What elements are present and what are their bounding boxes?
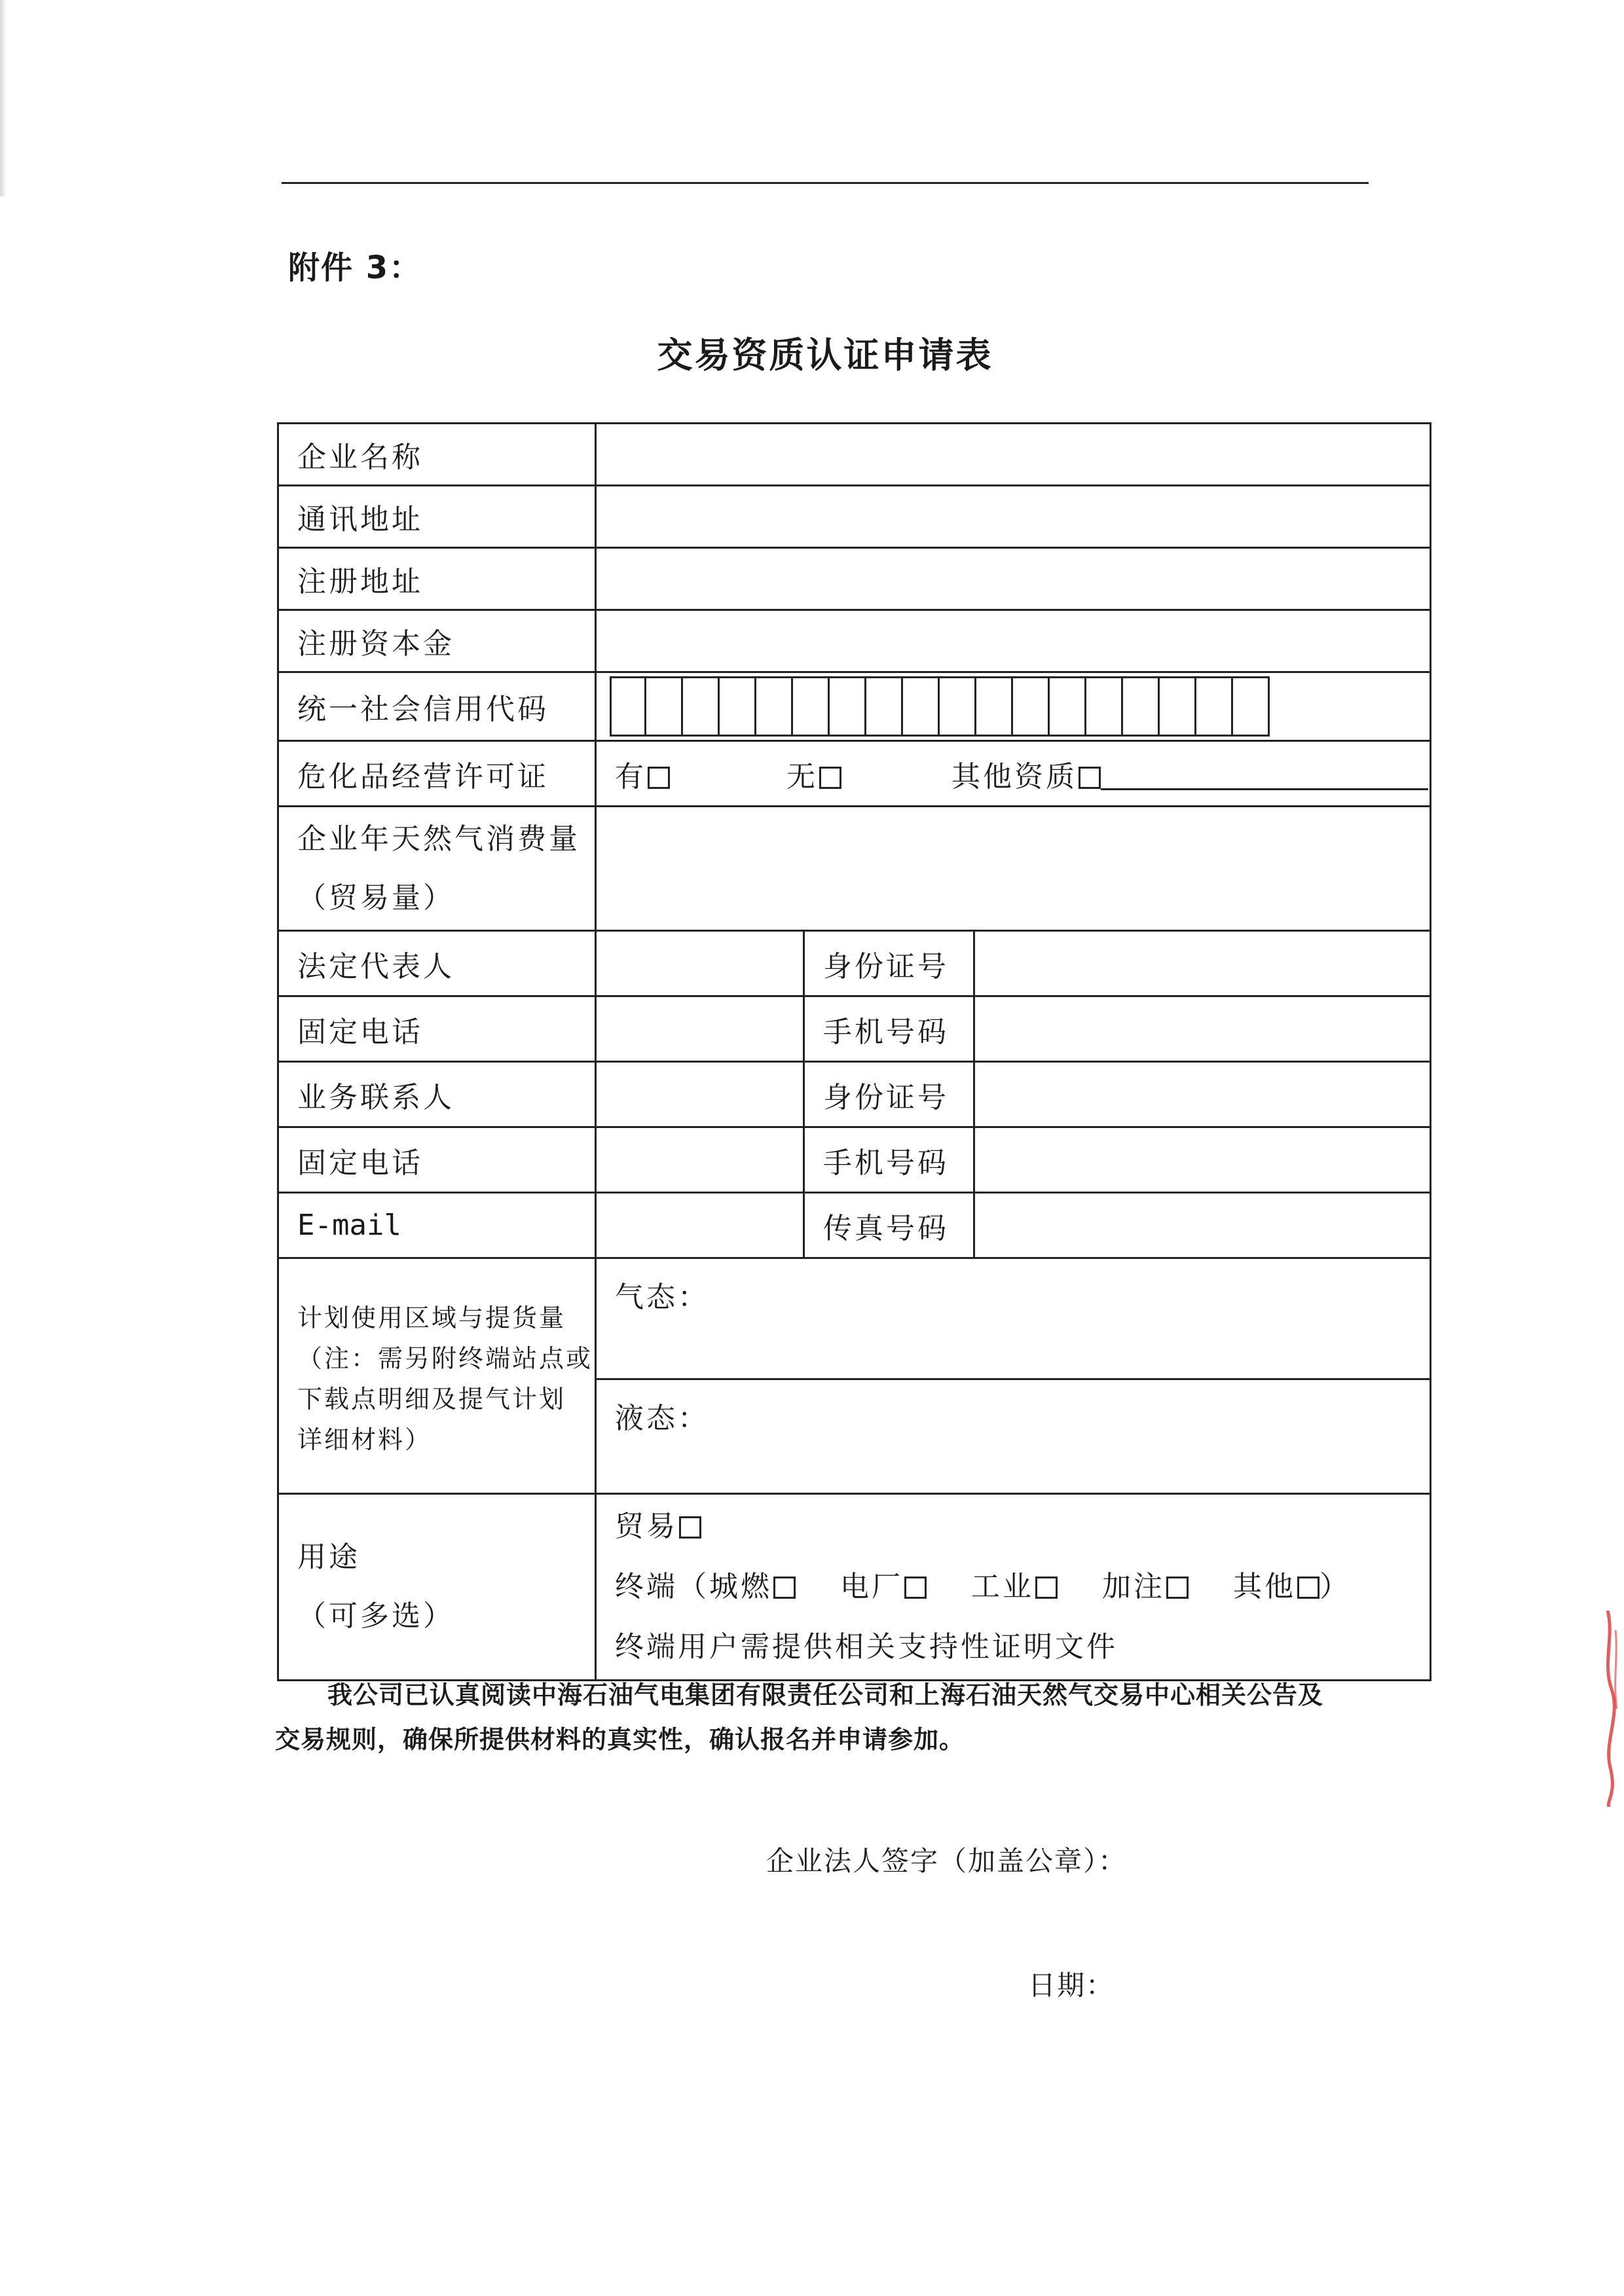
option-city-gas[interactable] — [615, 1557, 796, 1617]
row-registered-capital — [278, 610, 1431, 672]
plan-area-line1: 计划使用区域与提货量 — [297, 1303, 566, 1332]
credit-code-boxes[interactable] — [610, 676, 1430, 737]
fax-field[interactable] — [974, 1193, 1431, 1258]
label-usage-line1: 用途 — [297, 1540, 360, 1574]
plan-area-line3: 下载点明细及提气计划 — [297, 1384, 566, 1413]
option-trade-label: 贸易 — [615, 1510, 678, 1543]
label-registered-address: 注册地址 — [278, 548, 596, 610]
option-other-label: 其他资质 — [951, 759, 1077, 793]
date-label: 日期： — [1028, 1969, 1115, 2001]
mobile-2-field[interactable] — [974, 1127, 1431, 1193]
id-number-2-field[interactable] — [974, 1062, 1431, 1127]
label-usage — [278, 1494, 596, 1681]
hazmat-options-cell — [596, 741, 1431, 807]
liquid-state-label: 液态： — [615, 1402, 709, 1435]
label-landline-2: 固定电话 — [278, 1127, 596, 1193]
credit-code-digit-box[interactable] — [976, 676, 1013, 737]
usage-note: 终端用户需提供相关支持性证明文件 — [615, 1630, 1118, 1664]
credit-code-digit-box[interactable] — [1233, 676, 1270, 737]
credit-code-digit-box[interactable] — [1160, 676, 1196, 737]
option-power-plant[interactable] — [840, 1557, 927, 1617]
plan-area-line4: 详细材料） — [297, 1425, 432, 1454]
landline-2-field[interactable] — [596, 1127, 804, 1193]
company-name-field[interactable] — [596, 424, 1431, 486]
credit-code-digit-box[interactable] — [683, 676, 720, 737]
checkbox-icon[interactable] — [1166, 1576, 1189, 1599]
legal-rep-field[interactable] — [596, 931, 804, 996]
option-other-usage-label: 其他 — [1233, 1570, 1296, 1603]
registered-capital-field[interactable] — [596, 610, 1431, 672]
checkbox-icon[interactable] — [819, 767, 841, 789]
row-annual-consumption — [278, 807, 1431, 931]
usage-close-paren: ） — [1320, 1570, 1351, 1603]
credit-code-digit-box[interactable] — [720, 676, 756, 737]
declaration-statement — [275, 1673, 1388, 1762]
other-qualification-blank[interactable] — [1101, 762, 1428, 790]
mailing-address-field[interactable] — [596, 486, 1431, 548]
credit-code-digit-box[interactable] — [793, 676, 830, 737]
label-id-number: 身份证号 — [804, 931, 974, 996]
credit-code-digit-box[interactable] — [610, 676, 646, 737]
business-contact-field[interactable] — [596, 1062, 804, 1127]
option-other-usage[interactable] — [1233, 1557, 1320, 1617]
credit-code-digit-box[interactable] — [1086, 676, 1123, 737]
checkbox-icon[interactable] — [648, 767, 670, 789]
usage-options-cell — [596, 1494, 1431, 1681]
row-email — [278, 1193, 1431, 1258]
row-mailing-address — [278, 486, 1431, 548]
gas-state-field[interactable] — [596, 1258, 1431, 1379]
label-company-name: 企业名称 — [278, 424, 596, 486]
checkbox-icon[interactable] — [1297, 1576, 1320, 1599]
option-trade[interactable] — [615, 1497, 701, 1557]
label-annual-consumption-line1: 企业年天然气消费量 — [297, 822, 580, 856]
credit-code-digit-box[interactable] — [1050, 676, 1086, 737]
header-rule — [282, 182, 1369, 184]
option-yes[interactable] — [615, 753, 670, 795]
option-no[interactable] — [786, 753, 841, 795]
label-hazmat-license: 危化品经营许可证 — [278, 741, 596, 807]
signature-label: 企业法人签字（加盖公章）： — [766, 1845, 1128, 1877]
label-business-contact: 业务联系人 — [278, 1062, 596, 1127]
row-business-contact — [278, 1062, 1431, 1127]
id-number-field[interactable] — [974, 931, 1431, 996]
checkbox-icon[interactable] — [904, 1576, 927, 1599]
label-mailing-address: 通讯地址 — [278, 486, 596, 548]
form-title: 交易资质认证申请表 — [657, 335, 993, 376]
option-refuel[interactable] — [1102, 1557, 1189, 1617]
row-usage — [278, 1494, 1431, 1681]
usage-trade-line — [615, 1497, 1430, 1557]
row-registered-address — [278, 548, 1431, 610]
row-plan-gas — [278, 1258, 1431, 1379]
credit-code-digit-box[interactable] — [903, 676, 940, 737]
option-no-label: 无 — [786, 759, 818, 793]
credit-code-digit-box[interactable] — [646, 676, 683, 737]
label-registered-capital: 注册资本金 — [278, 610, 596, 672]
label-email: E-mail — [278, 1193, 596, 1258]
application-form-table — [277, 422, 1431, 1681]
email-field[interactable] — [596, 1193, 804, 1258]
label-landline: 固定电话 — [278, 996, 596, 1062]
row-landline — [278, 996, 1431, 1062]
label-usage-line2: （可多选） — [297, 1599, 454, 1633]
liquid-state-field[interactable] — [596, 1379, 1431, 1494]
statement-line1: 我公司已认真阅读中海石油气电集团有限责任公司和上海石油天然气交易中心相关公告及 — [327, 1681, 1324, 1709]
landline-field[interactable] — [596, 996, 804, 1062]
annual-consumption-field[interactable] — [596, 807, 1431, 931]
option-refuel-label: 加注 — [1102, 1570, 1165, 1603]
label-mobile: 手机号码 — [804, 996, 974, 1062]
row-company-name — [278, 424, 1431, 486]
row-hazmat-license — [278, 741, 1431, 807]
label-legal-rep: 法定代表人 — [278, 931, 596, 996]
registered-address-field[interactable] — [596, 548, 1431, 610]
option-industry[interactable] — [971, 1557, 1058, 1617]
label-annual-consumption-line2: （贸易量） — [297, 881, 454, 915]
row-credit-code — [278, 672, 1431, 741]
credit-code-digit-box[interactable] — [1123, 676, 1160, 737]
credit-code-digit-box[interactable] — [940, 676, 976, 737]
option-industry-label: 工业 — [971, 1570, 1034, 1603]
statement-line2: 交易规则，确保所提供材料的真实性，确认报名并申请参加。 — [275, 1725, 965, 1754]
option-terminal-prefix: 终端（城燃 — [615, 1570, 772, 1603]
gas-state-label: 气态： — [615, 1281, 709, 1314]
credit-code-digit-box[interactable] — [756, 676, 793, 737]
label-fax: 传真号码 — [804, 1193, 974, 1258]
checkbox-icon[interactable] — [773, 1576, 796, 1599]
checkbox-icon[interactable] — [1079, 767, 1101, 789]
mobile-field[interactable] — [974, 996, 1431, 1062]
checkbox-icon[interactable] — [679, 1516, 701, 1539]
plan-area-line2: （注：需另附终端站点或 — [297, 1343, 593, 1373]
row-landline-2 — [278, 1127, 1431, 1193]
credit-code-cell — [596, 672, 1431, 741]
credit-code-digit-box[interactable] — [866, 676, 903, 737]
label-annual-consumption — [278, 807, 596, 931]
label-plan-area — [278, 1258, 596, 1494]
label-credit-code: 统一社会信用代码 — [278, 672, 596, 741]
option-yes-label: 有 — [615, 759, 646, 793]
option-power-label: 电厂 — [840, 1570, 903, 1603]
credit-code-digit-box[interactable] — [830, 676, 866, 737]
page-edge-shadow — [0, 0, 7, 196]
row-legal-rep — [278, 931, 1431, 996]
credit-code-digit-box[interactable] — [1196, 676, 1233, 737]
seal-edge-mark — [1595, 1611, 1621, 1807]
label-mobile-2: 手机号码 — [804, 1127, 974, 1193]
credit-code-digit-box[interactable] — [1013, 676, 1050, 737]
usage-terminal-line — [615, 1557, 1430, 1617]
attachment-label: 附件 3： — [288, 249, 422, 286]
option-other[interactable] — [951, 753, 1428, 795]
checkbox-icon[interactable] — [1035, 1576, 1058, 1599]
label-id-number-2: 身份证号 — [804, 1062, 974, 1127]
